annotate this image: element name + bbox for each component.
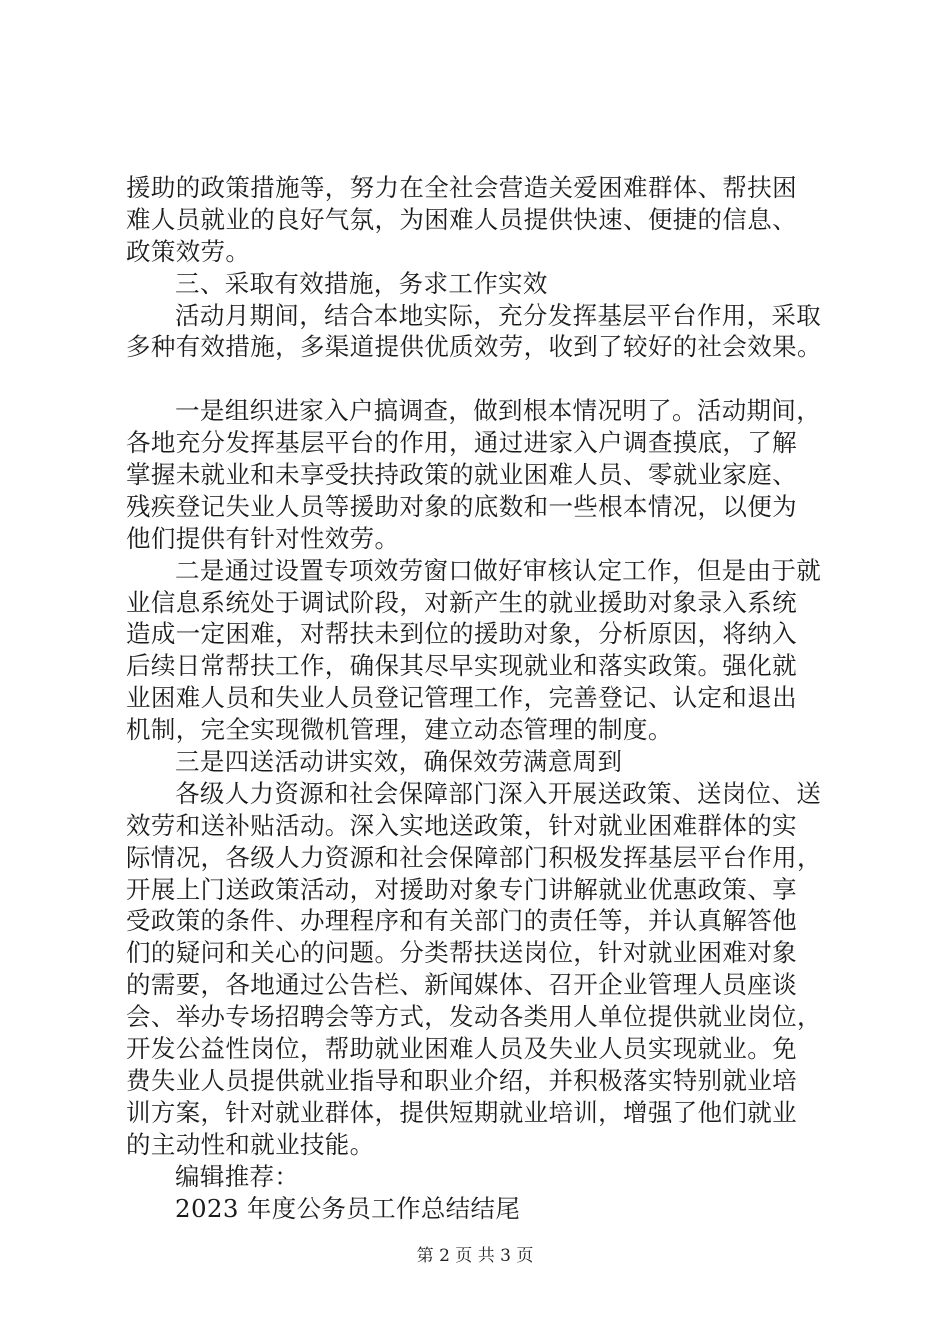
text-line: 残疾登记失业人员等援助对象的底数和一些根本情况，以便为	[126, 491, 797, 521]
text-line: 各级人力资源和社会保障部门深入开展送政策、送岗位、送	[175, 778, 822, 808]
text-line: 业信息系统处于调试阶段，对新产生的就业援助对象录入系统	[126, 587, 797, 617]
text-line: 二是通过设置专项效劳窗口做好审核认定工作，但是由于就	[175, 555, 822, 585]
text-line: 各地充分发挥基层平台的作用，通过进家入户调查摸底，了解	[126, 428, 797, 458]
text-line: 会、举办专场招聘会等方式，发动各类用人单位提供就业岗位，	[126, 1002, 822, 1032]
text-line: 三是四送活动讲实效，确保效劳满意周到	[175, 747, 623, 777]
text-line: 编辑推荐：	[175, 1161, 300, 1191]
text-line: 机制，完全实现微机管理，建立动态管理的制度。	[126, 715, 673, 745]
blank-line	[126, 363, 831, 395]
text-line: 业困难人员和失业人员登记管理工作，完善登记、认定和退出	[126, 683, 797, 713]
text-line: 的需要，各地通过公告栏、新闻媒体、召开企业管理人员座谈	[126, 970, 797, 1000]
text-line: 开发公益性岗位，帮助就业困难人员及失业人员实现就业。免	[126, 1034, 797, 1064]
page-number-footer: 第 2 页 共 3 页	[416, 1246, 534, 1266]
text-line: 2023 年度公务员工作总结结尾	[175, 1193, 521, 1223]
text-line: 的主动性和就业技能。	[126, 1129, 375, 1159]
text-line: 一是组织进家入户搞调查，做到根本情况明了。活动期间，	[175, 396, 822, 426]
text-line: 效劳和送补贴活动。深入实地送政策，针对就业困难群体的实	[126, 810, 797, 840]
text-line: 受政策的条件、办理程序和有关部门的责任等，并认真解答他	[126, 906, 797, 936]
text-line: 训方案，针对就业群体，提供短期就业培训，增强了他们就业	[126, 1097, 797, 1127]
text-line: 掌握未就业和未享受扶持政策的就业困难人员、零就业家庭、	[126, 460, 797, 490]
text-line: 开展上门送政策活动，对援助对象专门讲解就业优惠政策、享	[126, 874, 797, 904]
text-line: 后续日常帮扶工作，确保其尽早实现就业和落实政策。强化就	[126, 651, 797, 681]
text-line: 三、采取有效措施，务求工作实效	[175, 268, 548, 298]
text-line: 费失业人员提供就业指导和职业介绍，并积极落实特别就业培	[126, 1065, 797, 1095]
text-line: 难人员就业的良好气氛，为困难人员提供快速、便捷的信息、	[126, 204, 797, 234]
text-line: 援助的政策措施等，努力在全社会营造关爱困难群体、帮扶困	[126, 173, 797, 202]
text-line: 际情况，各级人力资源和社会保障部门积极发挥基层平台作用，	[126, 842, 822, 872]
document-body	[126, 172, 831, 1224]
text-line: 们的疑问和关心的问题。分类帮扶送岗位，针对就业困难对象	[126, 938, 797, 968]
text-line: 活动月期间，结合本地实际，充分发挥基层平台作用，采取	[175, 300, 822, 330]
text-line: 多种有效措施，多渠道提供优质效劳，收到了较好的社会效果。	[126, 332, 822, 362]
text-line: 他们提供有针对性效劳。	[126, 523, 400, 553]
text-line: 造成一定困难，对帮扶未到位的援助对象，分析原因，将纳入	[126, 619, 797, 649]
text-line: 政策效劳。	[126, 236, 251, 266]
